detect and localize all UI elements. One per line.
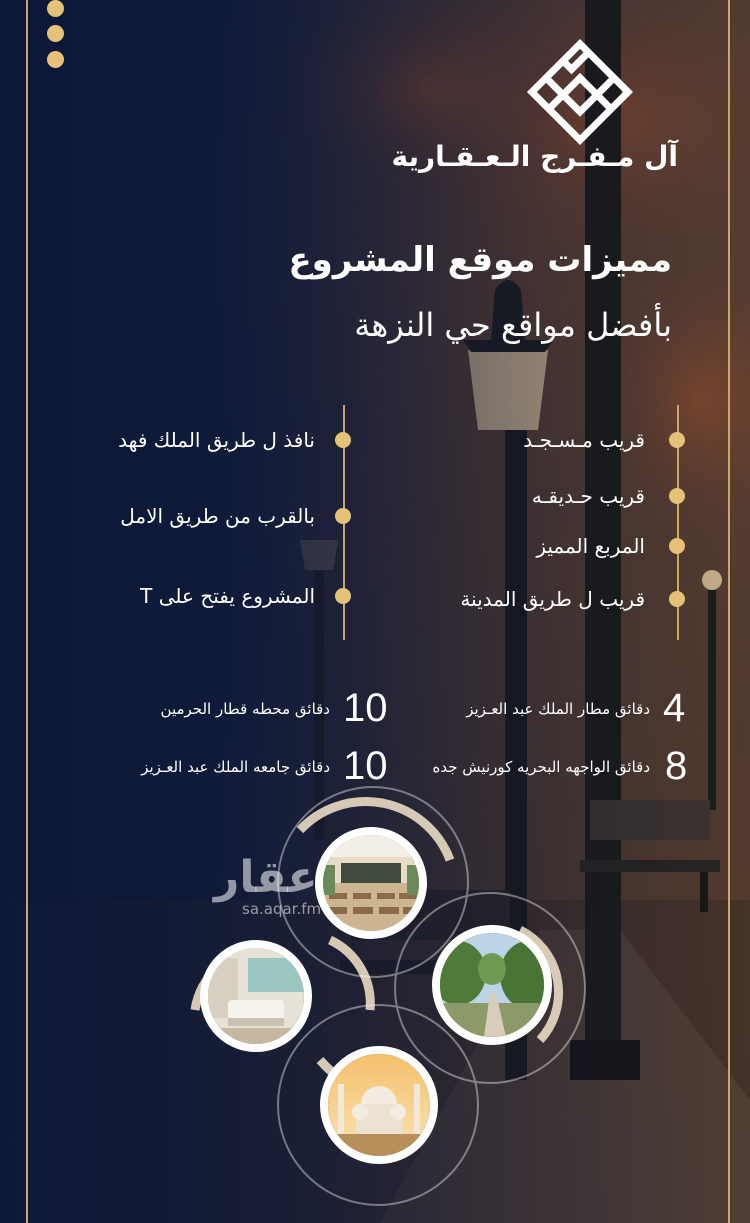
- classroom-photo: [315, 827, 427, 939]
- distance-number: 8: [665, 744, 688, 788]
- brand-name: آل مـفـرج الـعـقـارية: [391, 140, 678, 173]
- feature-item: المشروع يفتح على T: [140, 584, 315, 608]
- watermark-logo: عقار: [214, 852, 318, 903]
- distance-number: 10: [343, 686, 388, 730]
- distance-label: دقائق محطه قطار الحرمين: [160, 700, 330, 718]
- page-title: مميزات موقع المشروع: [288, 240, 672, 280]
- feature-item: المربع المميز: [536, 534, 645, 558]
- distance-label: دقائق جامعه الملك عبد العـزيز: [141, 758, 330, 776]
- feature-item: قريب حـديقـه: [531, 484, 645, 508]
- feature-item: قريب ل طريق المدينة: [460, 587, 645, 611]
- distance-number: 4: [663, 686, 686, 730]
- distance-label: دقائق الواجهه البحريه كورنيش جده: [432, 758, 650, 776]
- feature-item: نافذ ل طريق الملك فهد: [118, 428, 315, 452]
- distance-number: 10: [343, 744, 388, 788]
- page-subtitle: بأفضل مواقع حي النزهة: [354, 306, 672, 344]
- park-photo: [432, 925, 552, 1045]
- watermark-url: sa.aqar.fm: [242, 900, 322, 918]
- hospital-photo: [200, 940, 312, 1052]
- mosque-photo: [320, 1046, 438, 1164]
- distance-label: دقائق مطار الملك عبد العـزيز: [466, 700, 650, 718]
- feature-item: بالقرب من طريق الامل: [120, 504, 315, 528]
- feature-item: قريب مـسـجـد: [523, 428, 645, 452]
